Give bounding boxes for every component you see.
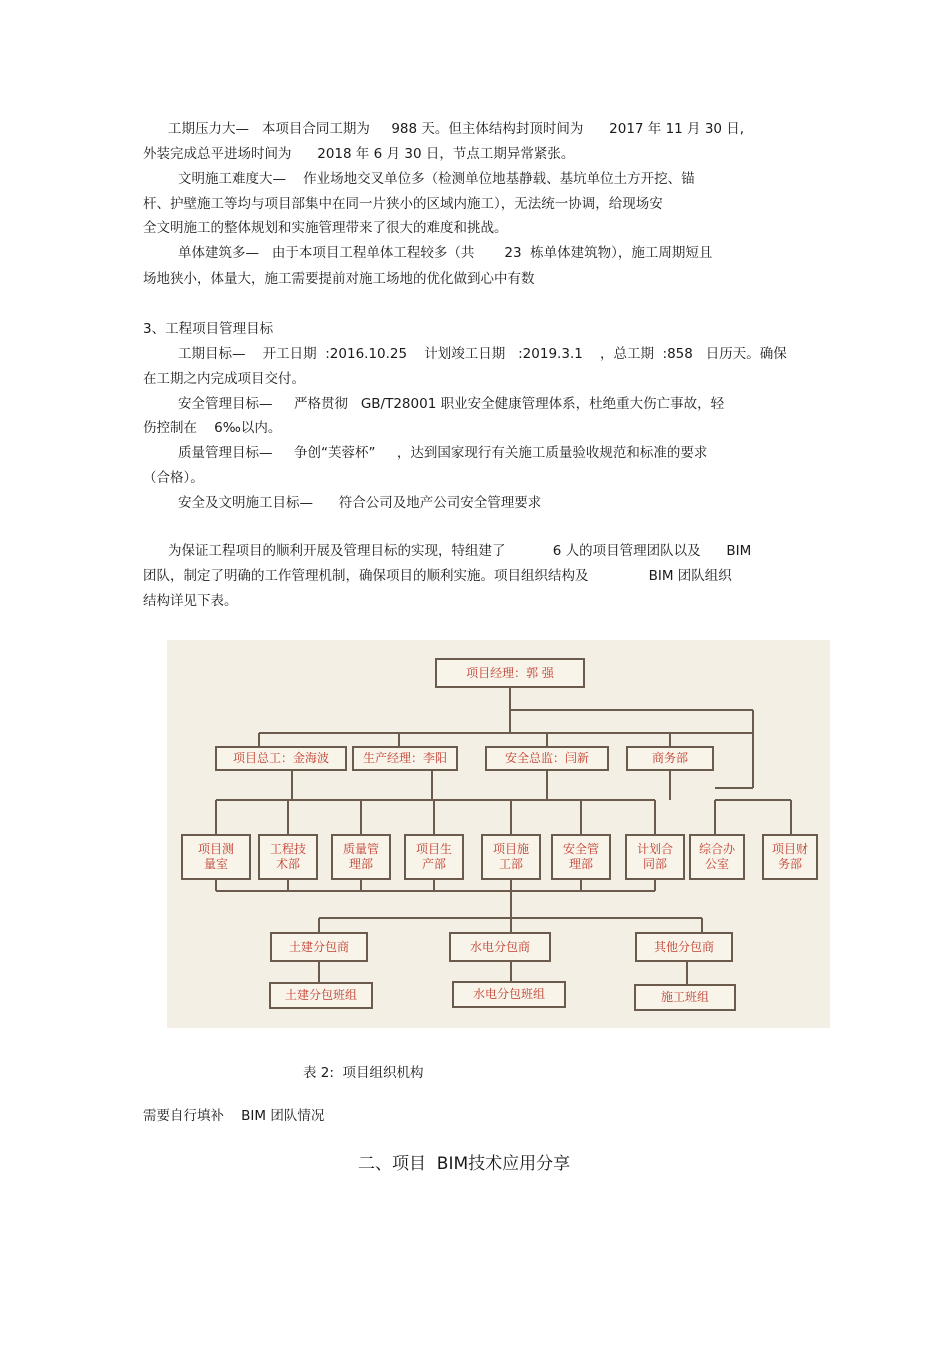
para-schedule-line2: 外装完成总平进场时间为 2018 年 6 月 30 日，节点工期异常紧张。	[143, 146, 575, 162]
para-team-line2: 团队，制定了明确的工作管理机制，确保项目的顺利实施。项目组织结构及 BIM 团队组织	[143, 568, 732, 584]
org-box-production-manager: 生产经理：李阳	[352, 746, 458, 771]
goal-schedule-line1: 工期目标— 开工日期 :2016.10.25 计划竣工日期 :2019.3.1 ，总工期 :858 日历天。确保	[178, 346, 787, 362]
goal-civilized-line1: 安全及文明施工目标— 符合公司及地产公司安全管理要求	[178, 495, 542, 511]
org-box-safety-director: 安全总监：闫新	[485, 746, 609, 771]
section-heading-3: 3、工程项目管理目标	[143, 321, 274, 337]
org-box-mep-team: 水电分包班组	[452, 981, 566, 1008]
org-box-civil-team: 土建分包班组	[269, 982, 373, 1009]
org-box-commerce-dept: 商务部	[626, 746, 714, 771]
org-box-survey-room: 项目测 量室	[181, 834, 251, 880]
goal-schedule-line2: 在工期之内完成项目交付。	[143, 371, 305, 387]
org-chart	[167, 640, 830, 1028]
goal-quality-line1: 质量管理目标— 争创“芙蓉杯” ，达到国家现行有关施工质量验收规范和标准的要求	[178, 445, 708, 461]
para-schedule-line1: 工期压力大— 本项目合同工期为 988 天。但主体结构封顶时间为 2017 年 11 月 30 日,	[168, 121, 745, 137]
para-buildings-line1: 单体建筑多— 由于本项目工程单体工程较多（共 23 栋单体建筑物），施工周期短且	[178, 245, 713, 261]
goal-safety-line1: 安全管理目标— 严格贯彻 GB/T28001 职业安全健康管理体系，杜绝重大伤亡事故，轻	[178, 396, 725, 412]
table-caption: 表 2: 项目组织机构	[303, 1065, 424, 1081]
org-box-other-sub: 其他分包商	[635, 932, 733, 962]
para-civilized-line1: 文明施工难度大— 作业场地交叉单位多（检测单位地基静载、基坑单位土方开挖、锚	[178, 171, 695, 187]
org-box-quality-dept: 质量管 理部	[331, 834, 391, 880]
org-box-general-office: 综合办 公室	[689, 834, 745, 880]
org-box-mep-sub: 水电分包商	[449, 932, 551, 962]
org-box-finance-dept: 项目财 务部	[762, 834, 818, 880]
org-box-construction-dept: 项目施 工部	[481, 834, 541, 880]
org-box-project-manager: 项目经理：郭 强	[435, 658, 585, 688]
para-team-line3: 结构详见下表。	[143, 593, 238, 609]
org-box-safety-dept: 安全管 理部	[551, 834, 611, 880]
org-box-production-dept: 项目生 产部	[404, 834, 464, 880]
org-box-contract-dept: 计划合 同部	[625, 834, 685, 880]
para-team-line1: 为保证工程项目的顺利开展及管理目标的实现，特组建了 6 人的项目管理团队以及 BIM	[168, 543, 752, 559]
para-civilized-line2: 杆、护壁施工等均与项目部集中在同一片狭小的区域内施工），无法统一协调，给现场安	[143, 196, 663, 212]
org-box-tech-dept: 工程技 术部	[258, 834, 318, 880]
goal-safety-line2: 伤控制在 6‰以内。	[143, 420, 282, 436]
org-box-construction-team: 施工班组	[634, 984, 736, 1011]
bim-note: 需要自行填补 BIM 团队情况	[143, 1108, 325, 1124]
goal-quality-line2: （合格）。	[143, 470, 204, 486]
para-buildings-line2: 场地狭小，体量大，施工需要提前对施工场地的优化做到心中有数	[143, 271, 535, 287]
org-box-civil-sub: 土建分包商	[270, 932, 368, 962]
para-civilized-line3: 全文明施工的整体规划和实施管理带来了很大的难度和挑战。	[143, 220, 508, 236]
org-box-chief-engineer: 项目总工：金海波	[215, 746, 347, 771]
section-heading-2: 二、项目 BIM技术应用分享	[358, 1154, 571, 1174]
